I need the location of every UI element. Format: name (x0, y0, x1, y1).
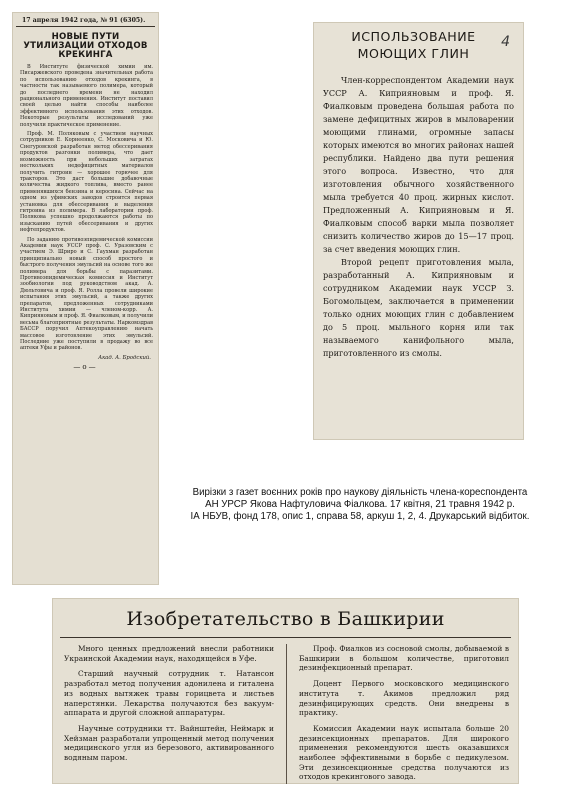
article-paragraph: По заданию противоэпидемической комиссии Академии наук УССР проф. С. Уразовским с участием Э. Шриро и С. Гаухман разработан принципиально новый способ простого и быстрого получения эмульсий на основе того же полимера для борьбы с паразитами. Противоэпидемическая комиссия и Институт зообиологии под руководством акад. А. Дюльтовича и проф. Я. Ролла провели широкие испытания этих эмульсий, а также других препаратов, предложенных сотрудниками Института химии — членом-корр. А. Киприяновым и проф. Я. Фиалковым, и получили весьма благоприятные результаты. Наркомздрав БАССР поручил Аптекоуправлению начать массовое изготовление этих эмульсий. Последние уже поступили в продажу во все аптеки Уфы и районов. (20, 236, 154, 352)
clipping-washing-clays (313, 22, 524, 440)
article-paragraph: Научные сотрудники тт. Вайнштейн, Неймарк и Хейзман разработали упрощенный метод получения медицинского угля из березового, активированного водяным паром. (64, 723, 274, 763)
clipping-invention-bashkiria (52, 598, 519, 784)
article-paragraph: Проф. М. Поляковым с участием научных сотрудников Е. Корнеенко, С. Московича и Ю. Снегуровской разработан метод обессеривания продуктов разгонки полимера, что дает возможность при небольших затратах несткольких недефицитных материалов получить гитроин — хорошее горючее для тракторов. Это даст большие добавочные количества жидкого топлива, вместо ранее применявшихся бензина и керосина. Сейчас на одном из уфимских заводов строится первая установка для обессеривания и выделения гитроина из полимера. В лаборатории проф. Полякова успешно продолжаются работы по изысканию путей обессеривания и других нефтепродуктов. (20, 131, 153, 234)
article-paragraph: Доцент Первого московского медицинского института т. Акимов предложил ряд дезинфицирующих средств. Они внедрены в практику. (299, 679, 509, 718)
article-paragraph: Много ценных предложений внесли работники Украинской Академии наук, находящейся в Уфе. (64, 644, 274, 663)
clipping-cracking-waste (12, 12, 159, 585)
article-paragraph: Комиссия Академии наук испытала больше 20 дезинсекционных препаратов. Для широкого применения рекомендуются шесть оказавшихся наиболее эффективными в борьбе с педикулезом. Эти дезинсекционные средства получаются из отходов крекингового завода. (299, 723, 509, 782)
column-divider (286, 644, 287, 784)
article-paragraph: Член-корреспондентом Академии наук УССР А. Киприяновым и проф. Я. Фиалковым проведена большая работа по замене дефицитных жиров в мыловарении моющими глинами, огромные запасы которых имеются во многих районах нашей республики. Найдено два пути решения этого вопроса. Известно, что для изготовления обычного хозяйственного мыла требуется 40 проц. жирных кислот. Предложенный А. Киприяновым и Я. Фиалковым способ варки мыла позволяет снизить количество жиров до 15—17 проц. за счет введения моющих глин. (323, 75, 514, 254)
article-columns (52, 638, 519, 784)
article-column-left (64, 644, 274, 784)
article-headline-line1: ИСПОЛЬЗОВАНИЕ (351, 29, 476, 44)
article-body (323, 74, 514, 360)
article-column-right (299, 644, 509, 784)
caption-line: АН УРСР Якова Нафтуловича Фіалкова. 17 квітня, 21 травня 1942 р. (205, 499, 515, 511)
archive-caption (173, 487, 547, 524)
handwritten-page-number: 4 (501, 34, 510, 50)
article-paragraph: Второй рецепт приготовления мыла, разработанный А. Киприяновым и сотрудником Академии наук УССР З. Богомольцем, заключается в применении только одних моющих глин с добавлением до 5 проц. мыльного корня или так называемого канифольного мыла, приготовленного из смолы. (323, 257, 514, 358)
ornament-divider: —o— (73, 362, 98, 371)
caption-line: Вирізки з газет воєнних років про наукову діяльність члена-кореспондента (192, 487, 528, 498)
article-paragraph: Старший научный сотрудник т. Натансон разработал метод получения адонилена и гиталена из водных вытяжек травы горицвета и листьев наперстянки. Лекарства получаются без вакуум-аппарата и другой сложной аппаратуры. (64, 669, 274, 718)
article-headline: НОВЫЕ ПУТИ УТИЛИЗАЦИИ ОТХОДОВ КРЕКИНГА (23, 32, 148, 60)
newspaper-dateline: 17 апреля 1942 года, № 91 (6305). (16, 12, 155, 27)
article-headline-line2: МОЮЩИХ ГЛИН (357, 46, 470, 61)
article-headline: Изобретательство в Башкирии (126, 608, 445, 630)
article-paragraph: В Институте физической химии им. Писаржевского проведена значительная работа по использованию отходов крекинга, в частности так называемого полимера, который до последнего времени не находил рационального применения. Институт поставил своей целью найти способы наиболее эффективного использования этих отходов. Некоторые результаты исследований уже получили практическое применение. (20, 64, 153, 128)
article-signature: Акад. А. Бродский. (98, 354, 151, 361)
caption-line: ІА НБУВ, фонд 178, опис 1, справа 58, аркуш 1, 2, 4. Друкарський відбиток. (190, 511, 530, 523)
article-paragraph: Проф. Фиалков из сосновой смолы, добываемой в Башкирии в большом количестве, приготовил дезинфекционный препарат. (299, 644, 509, 673)
article-body (20, 64, 153, 352)
